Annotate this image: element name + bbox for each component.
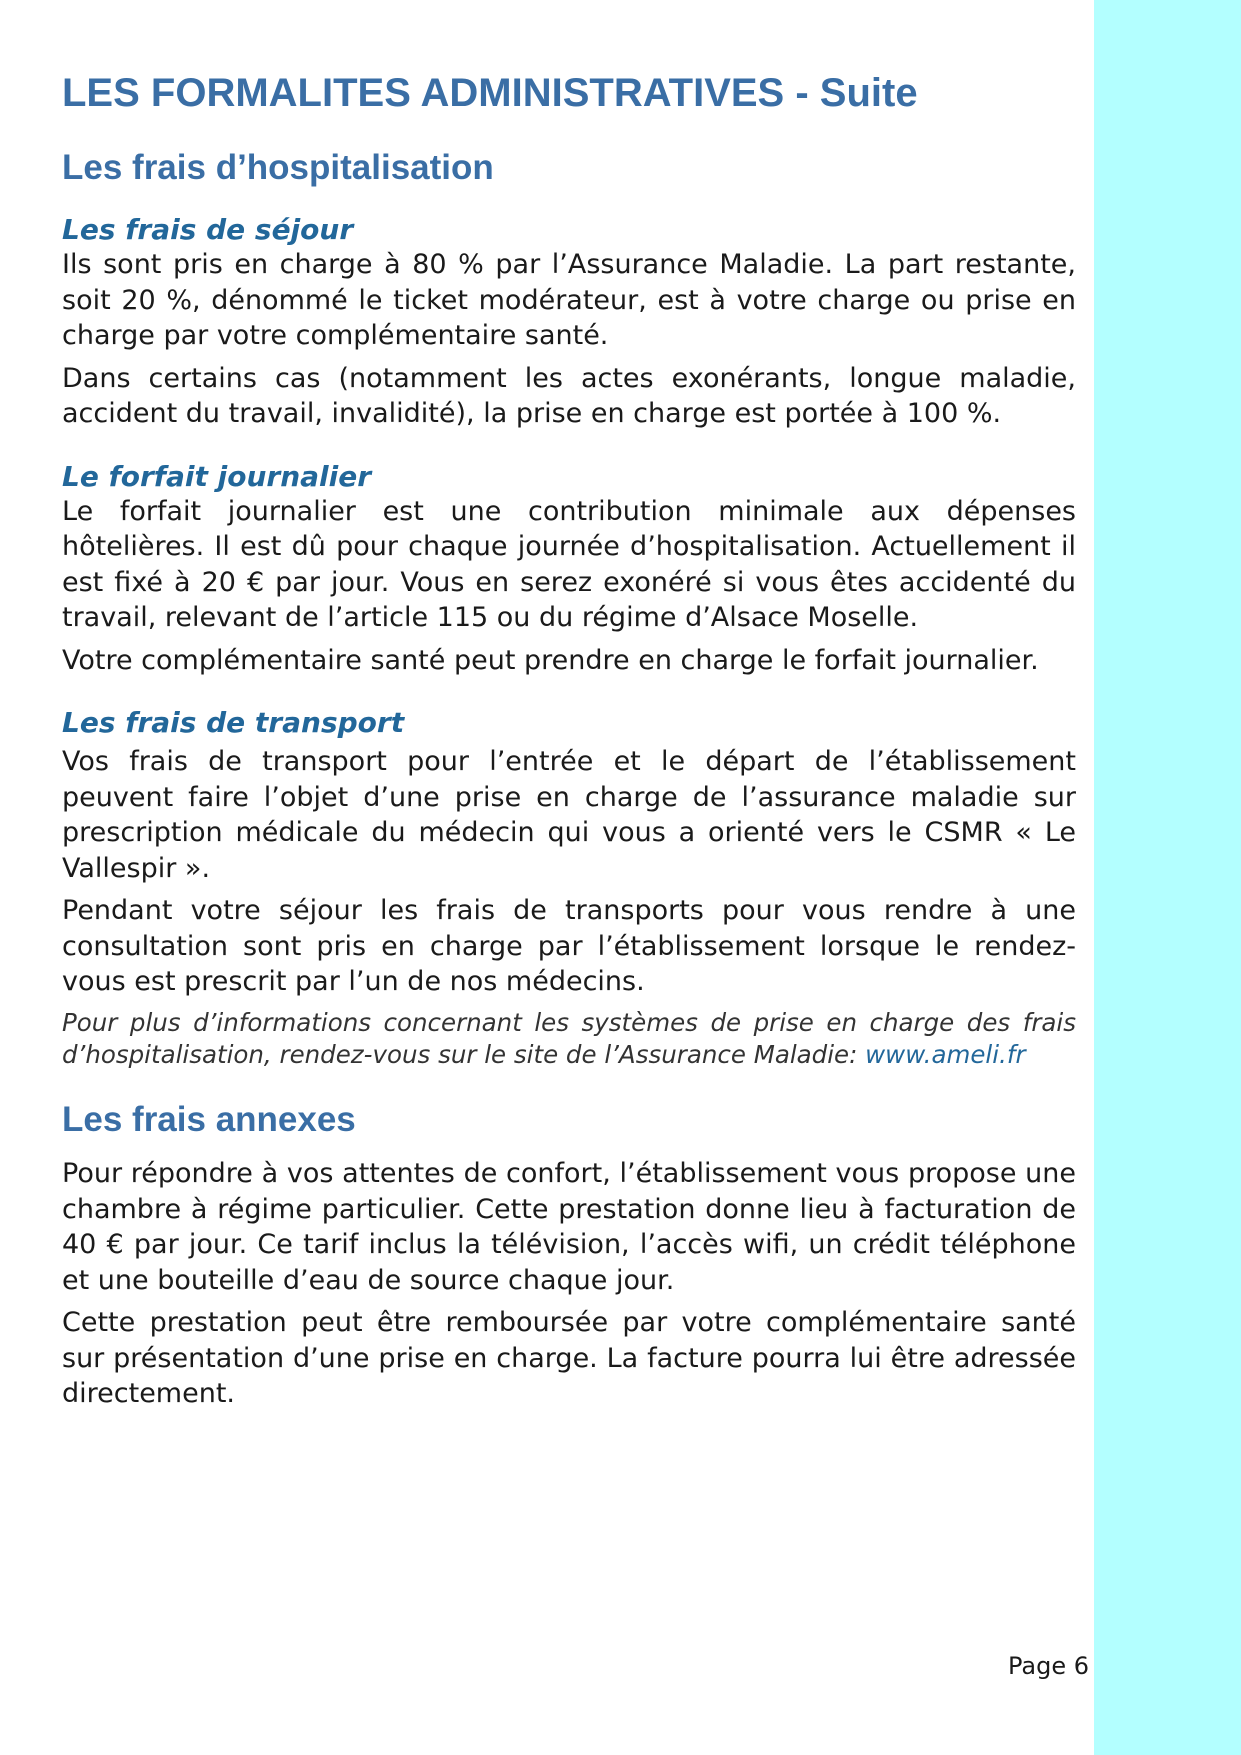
side-color-band <box>1094 0 1241 1755</box>
subheading-forfait-journalier: Le forfait journalier <box>62 459 372 493</box>
paragraph-forfait-2: Votre complémentaire santé peut prendre en charge le forfait journalier. <box>62 644 1039 676</box>
ameli-link[interactable]: www.ameli.fr <box>865 1040 1026 1070</box>
paragraph-transport-2: Pendant votre séjour les frais de transports pour vous rendre à une consultation sont pris en charge par l’établissement lorsque le rendez-vous est prescrit par l’un de nos médecins. <box>62 895 1076 998</box>
page-number: Page 6 <box>1008 1652 1089 1680</box>
subheading-frais-sejour: Les frais de séjour <box>62 213 354 247</box>
section-heading-annexes: Les frais annexes <box>62 1099 356 1139</box>
subheading-frais-transport: Les frais de transport <box>62 706 405 740</box>
section-heading-hospitalisation: Les frais d’hospitalisation <box>62 148 494 187</box>
paragraph-annexes-1: Pour répondre à vos attentes de confort, l’établissement vous propose une chambre à régime particulier. Cette prestation donne lieu à facturation de 40 € par jour. Ce tarif inclus la télévision, l’accès wifi, un crédit téléphone et une bouteille d’eau de source chaque jour. <box>62 1158 1076 1296</box>
page-title: LES FORMALITES ADMINISTRATIVES - Suite <box>62 71 918 115</box>
paragraph-annexes-2: Cette prestation peut être remboursée par votre complémentaire santé sur présentation d’une prise en charge. La facture pourra lui être adressée directement. <box>62 1307 1076 1409</box>
paragraph-sejour-2: Dans certains cas (notamment les actes exonérants, longue maladie, accident du travail, invalidité), la prise en charge est portée à 100 %. <box>62 362 1076 430</box>
info-note <box>62 1007 1076 1072</box>
info-note-text: Pour plus d’informations concernant les systèmes de prise en charge des frais d’hospitalisation, rendez-vous sur le site de l’Assurance Maladie: <box>62 1007 1076 1070</box>
document-content <box>62 70 1076 1419</box>
paragraph-transport-1: Vos frais de transport pour l’entrée et le départ de l’établissement peuvent faire l’objet d’une prise en charge de l’assurance maladie sur prescription médicale du médecin qui vous a orienté vers le CSMR « Le Vallespir ». <box>62 746 1076 884</box>
paragraph-forfait-1: Le forfait journalier est une contribution minimale aux dépenses hôtelières. Il est dû pour chaque journée d’hospitalisation. Actuellement il est fixé à 20 € par jour. Vous en serez exonéré si vous êtes accidenté du travail, relevant de l’article 115 ou du régime d’Alsace Moselle. <box>62 495 1076 634</box>
paragraph-sejour-1: Ils sont pris en charge à 80 % par l’Assurance Maladie. La part restante, soit 20 %, dénommé le ticket modérateur, est à votre charge ou prise en charge par votre complémentaire santé. <box>62 249 1076 352</box>
